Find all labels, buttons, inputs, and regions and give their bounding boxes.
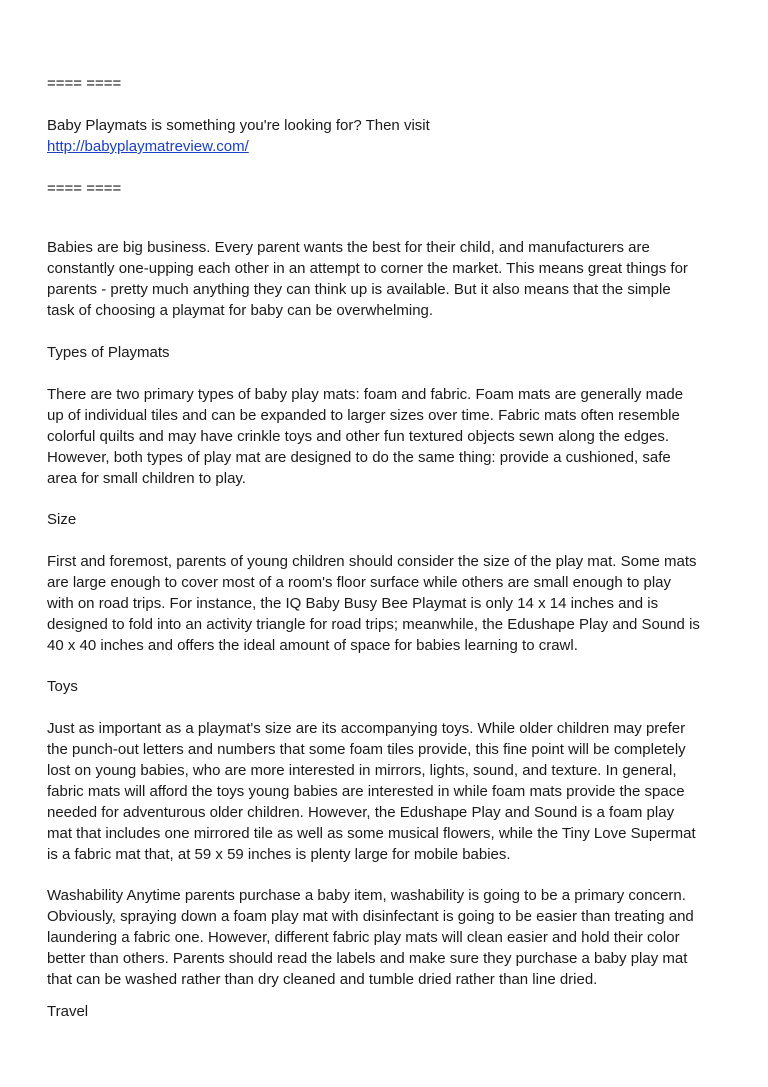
paragraph-line: with on road trips. For instance, the IQ Baby Busy Bee Playmat is only 14 x 14 inches and is bbox=[47, 595, 659, 612]
section-heading-types: Types of Playmats bbox=[47, 344, 170, 361]
washability-paragraph bbox=[47, 885, 737, 990]
paragraph-line: up of individual tiles and can be expanded to larger sizes over time. Fabric mats often resemble bbox=[47, 407, 680, 424]
travel-heading-block bbox=[47, 1001, 737, 1022]
paragraph-line: needed for adventurous older children. However, the Edushape Play and Sound is a foam play bbox=[47, 804, 675, 821]
size-paragraph bbox=[47, 551, 737, 656]
paragraph-line: 40 x 40 inches and offers the ideal amount of space for babies learning to crawl. bbox=[47, 637, 578, 654]
toys-heading-block bbox=[47, 676, 737, 697]
header-block bbox=[47, 73, 737, 94]
paragraph-line: There are two primary types of baby play mats: foam and fabric. Foam mats are generally made bbox=[47, 386, 684, 403]
paragraph-line: However, both types of play mat are designed to do the same thing: provide a cushioned, safe bbox=[47, 449, 671, 466]
paragraph-line: constantly one-upping each other in an attempt to corner the market. This means great things for bbox=[47, 260, 688, 277]
paragraph-line: Washability Anytime parents purchase a baby item, washability is going to be a primary concern. bbox=[47, 887, 686, 904]
paragraph-line: Babies are big business. Every parent wants the best for their child, and manufacturers are bbox=[47, 239, 650, 256]
paragraph-line: better than others. Parents should read the labels and make sure they purchase a baby play mat bbox=[47, 950, 688, 967]
size-heading-block bbox=[47, 509, 737, 530]
paragraph-line: that can be washed rather than dry cleaned and tumble dried rather than line dried. bbox=[47, 971, 598, 988]
paragraph-line: designed to fold into an activity triangle for road trips; meanwhile, the Edushape Play and Sound is bbox=[47, 616, 700, 633]
paragraph-line: the punch-out letters and numbers that some foam tiles provide, this fine point will be completely bbox=[47, 741, 686, 758]
intro-line: Baby Playmats is something you're looking for? Then visit bbox=[47, 117, 430, 134]
paragraph-line: task of choosing a playmat for baby can be overwhelming. bbox=[47, 302, 434, 319]
paragraph-line: Just as important as a playmat's size are its accompanying toys. While older children may prefer bbox=[47, 720, 686, 737]
paragraph-line: are large enough to cover most of a room's floor surface while others are small enough to play bbox=[47, 574, 672, 591]
paragraph-line: laundering a fabric one. However, different fabric play mats will clean easier and hold their color bbox=[47, 929, 680, 946]
paragraph-line: fabric mats will afford the toys young babies are interested in while foam mats provide the space bbox=[47, 783, 685, 800]
section-heading-travel: Travel bbox=[47, 1003, 89, 1020]
intro-paragraph bbox=[47, 237, 737, 321]
separator-top: ==== ==== bbox=[47, 75, 122, 92]
paragraph-line: First and foremost, parents of young children should consider the size of the play mat. Some mats bbox=[47, 553, 697, 570]
paragraph-line: area for small children to play. bbox=[47, 470, 246, 487]
separator-bottom: ==== ==== bbox=[47, 180, 122, 197]
toys-paragraph bbox=[47, 718, 737, 865]
section-heading-toys: Toys bbox=[47, 678, 78, 695]
paragraph-line: is a fabric mat that, at 59 x 59 inches is plenty large for mobile babies. bbox=[47, 846, 511, 863]
section-heading-size: Size bbox=[47, 511, 77, 528]
paragraph-line: mat that includes one mirrored tile as well as some musical flowers, while the Tiny Love Supermat bbox=[47, 825, 696, 842]
paragraph-line: parents - pretty much anything they can think up is available. But it also means that the simple bbox=[47, 281, 671, 298]
types-heading-block bbox=[47, 342, 737, 363]
separator-bottom-block bbox=[47, 178, 737, 199]
paragraph-line: colorful quilts and may have crinkle toys and other fun textured objects sewn along the edges. bbox=[47, 428, 670, 445]
promo-link[interactable]: http://babyplaymatreview.com/ bbox=[47, 138, 249, 155]
intro-link-block bbox=[47, 115, 737, 157]
paragraph-line: lost on young babies, who are more interested in mirrors, lights, sound, and texture. In general, bbox=[47, 762, 677, 779]
types-paragraph bbox=[47, 384, 737, 489]
paragraph-line: Obviously, spraying down a foam play mat with disinfectant is going to be easier than treating and bbox=[47, 908, 694, 925]
